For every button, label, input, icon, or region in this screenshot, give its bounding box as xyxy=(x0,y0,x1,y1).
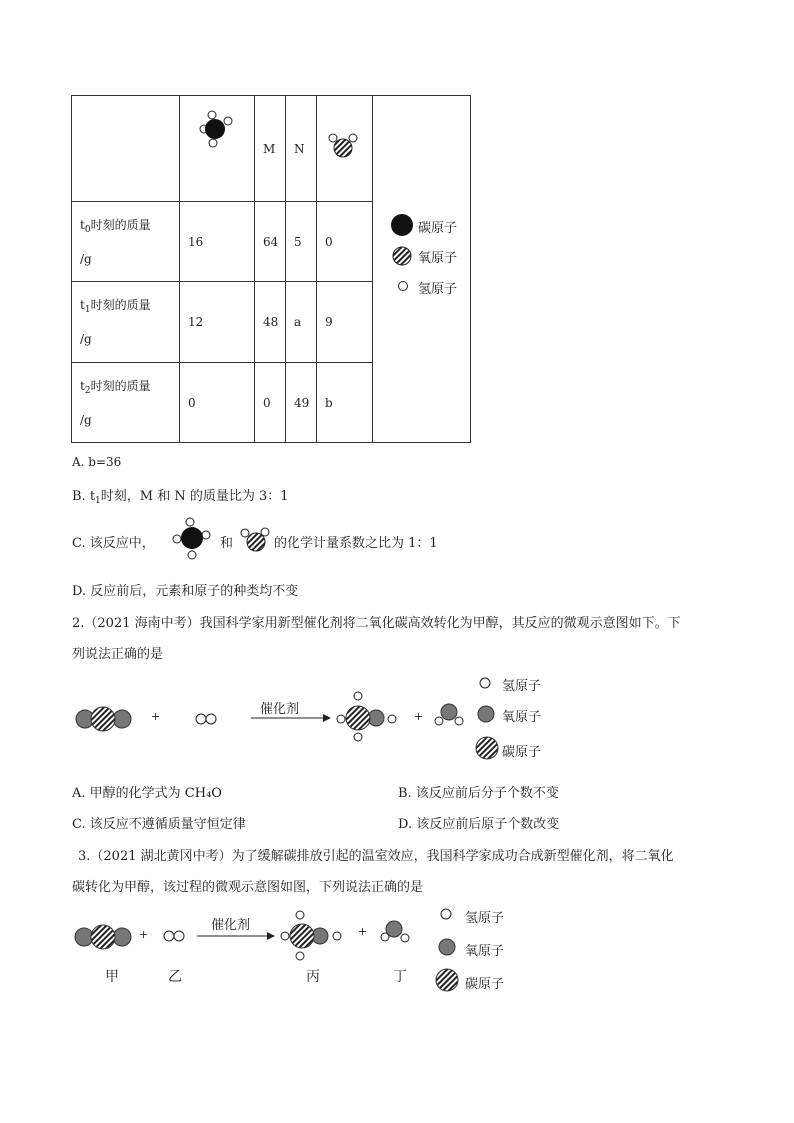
legend-hydrogen: 氢原子 xyxy=(418,282,458,297)
q2-stem-line1: 2.（2021 海南中考）我国科学家用新型催化剂将二氧化碳高效转化为甲醇，其反应的微观示意图如下。下 xyxy=(72,616,681,631)
q2-reaction-diagram xyxy=(70,672,550,762)
cell: 9 xyxy=(317,282,373,363)
table-header-n: N xyxy=(286,96,317,202)
table-header-m: M xyxy=(255,96,286,202)
q3-label-bing: 丙 xyxy=(306,969,320,985)
q2-plus-1: + xyxy=(151,710,161,723)
cell: 12 xyxy=(180,282,255,363)
row-label-t1: $t_1$时刻的质量 /g xyxy=(72,282,180,363)
legend-carbon: 碳原子 xyxy=(418,221,458,236)
table-header-water xyxy=(317,96,373,202)
cell: a xyxy=(286,282,317,363)
q1-option-d: D. 反应前后，元素和原子的种类均不变 xyxy=(72,584,299,599)
mass-table xyxy=(71,95,471,443)
cell: 0 xyxy=(255,363,286,443)
cell: 48 xyxy=(255,282,286,363)
q3-label-yi: 乙 xyxy=(168,969,182,985)
q1-option-c-and: 和 xyxy=(220,536,234,551)
q1-option-c-tail: 的化学计量系数之比为 1：1 xyxy=(274,536,438,551)
q3-legend-hydrogen: 氢原子 xyxy=(465,911,505,926)
q2-option-a: A. 甲醇的化学式为 CH₄O xyxy=(72,786,222,801)
q2-catalyst-label: 催化剂 xyxy=(260,702,300,717)
q1-option-a: A. b=36 xyxy=(72,455,122,469)
cell: 0 xyxy=(180,363,255,443)
q3-label-ding: 丁 xyxy=(393,969,407,985)
methanol-molecule-icon xyxy=(198,107,238,147)
q2-plus-2: + xyxy=(414,710,424,723)
cell: b xyxy=(317,363,373,443)
cell: 64 xyxy=(255,202,286,282)
q3-stem-line2: 碳转化为甲醇，该过程的微观示意图如图，下列说法正确的是 xyxy=(72,880,424,895)
row-label-t2: $t_2$时刻的质量 /g xyxy=(72,363,180,443)
q3-plus-2: + xyxy=(358,925,368,938)
q3-stem-line1: 3.（2021 湖北黄冈中考）为了缓解碳排放引起的温室效应，我国科学家成功合成新型催化剂，将二氧化 xyxy=(78,849,674,864)
legend-oxygen: 氧原子 xyxy=(418,251,458,266)
q2-legend-oxygen: 氧原子 xyxy=(502,710,542,725)
water-molecule-icon xyxy=(240,527,274,557)
q3-legend-oxygen: 氧原子 xyxy=(465,944,505,959)
table-header-empty xyxy=(72,96,180,202)
q3-reaction-diagram xyxy=(72,902,532,1002)
oxygen-atom-icon xyxy=(391,245,413,267)
q3-label-jia: 甲 xyxy=(105,969,119,985)
legend-cell xyxy=(373,96,471,443)
q2-legend-hydrogen: 氢原子 xyxy=(502,679,542,694)
cell: 49 xyxy=(286,363,317,443)
q3-plus-1: + xyxy=(139,928,149,941)
q3-catalyst-label: 催化剂 xyxy=(211,918,251,933)
hydrogen-atom-icon xyxy=(397,280,409,292)
methanol-molecule-icon xyxy=(172,518,212,558)
carbon-atom-icon xyxy=(390,213,414,237)
cell: 16 xyxy=(180,202,255,282)
table-header-methanol xyxy=(180,96,255,202)
cell: 0 xyxy=(317,202,373,282)
q2-option-d: D. 该反应前后原子个数改变 xyxy=(398,817,560,832)
q2-stem-line2: 列说法正确的是 xyxy=(72,647,164,662)
q2-legend-carbon: 碳原子 xyxy=(502,745,542,760)
q1-option-b: B. $t_1$时刻，M 和 N 的质量比为 3：1 xyxy=(72,489,289,506)
q1-option-c: C. 该反应中， xyxy=(72,536,155,551)
q2-option-c: C. 该反应不遵循质量守恒定律 xyxy=(72,817,246,832)
q2-option-b: B. 该反应前后分子个数不变 xyxy=(398,786,559,801)
cell: 5 xyxy=(286,202,317,282)
q3-legend-carbon: 碳原子 xyxy=(465,977,505,992)
water-molecule-icon xyxy=(329,132,363,162)
row-label-t0: $t_0$时刻的质量 /g xyxy=(72,202,180,282)
